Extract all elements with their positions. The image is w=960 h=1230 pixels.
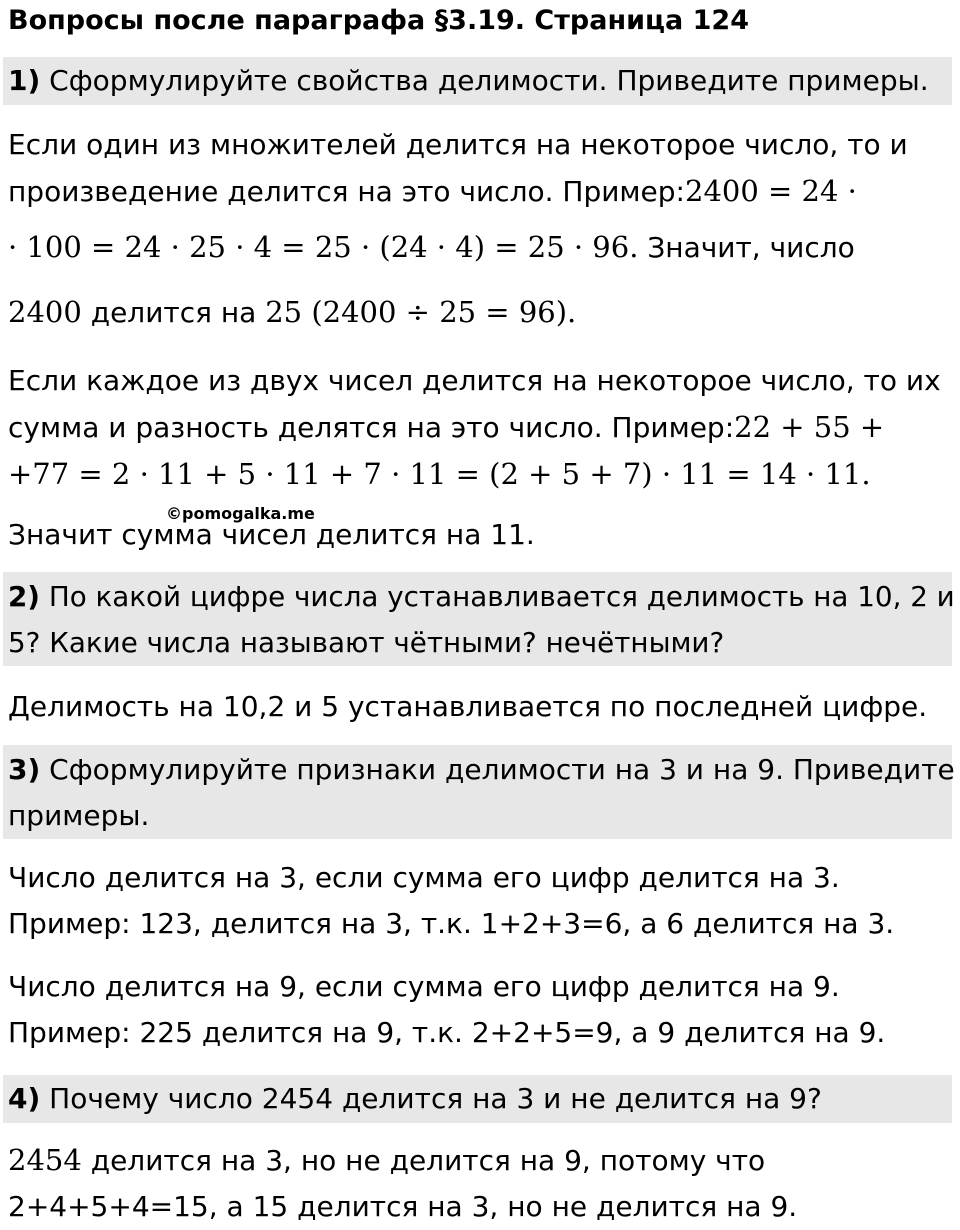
math-expression: 25 (2400 ÷ 25 = 96). (265, 295, 577, 329)
question-1-number: 1) (8, 64, 41, 97)
answer-1-line-1: Если один из множителей делится на некоторое число, то и (8, 128, 908, 161)
answer-3-line-1: Число делится на 3, если сумма его цифр делится на 3. (8, 861, 840, 894)
watermark: ©pomogalka.me (166, 504, 315, 523)
answer-3-paragraph-1 (8, 855, 894, 947)
question-2-text-line-1: По какой цифре числа устанавливается делимость на 10, 2 и (40, 580, 955, 613)
math-expression: 22 + 55 + (734, 410, 885, 444)
question-2-text-line-2: 5? Какие числа называют чётными? нечётными? (8, 626, 725, 659)
question-1 (8, 58, 929, 104)
answer-3-line-2: Пример: 123, делится на 3, т.к. 1+2+3=6, а 6 делится на 3. (8, 907, 895, 940)
answer-1-line-7 (8, 451, 941, 498)
math-expression: 2400 = 24 · (685, 174, 857, 208)
answer-1-line-4: 2400 делится на 25 (2400 ÷ 25 = 96). (8, 295, 577, 329)
question-3-text-line-2: примеры. (8, 799, 150, 832)
answer-3-paragraph-2 (8, 964, 885, 1056)
answer-2-line-1: Делимость на 10,2 и 5 устанавливается по последней цифре. (8, 690, 928, 723)
answer-1-line-6: сумма и разность делятся на это число. Пример:22 + 55 + (8, 410, 885, 444)
question-3-text-line-1: Сформулируйте признаки делимости на 3 и на 9. Приведите (40, 753, 955, 786)
math-expression: +77 = 2 · 11 + 5 · 11 + 7 · 11 = (2 + 5 + 7) · 11 = 14 · 11. (8, 457, 871, 491)
page-title: Вопросы после параграфа §3.19. Страница 124 (8, 5, 750, 36)
math-expression: 2454 (8, 1143, 82, 1177)
question-4 (8, 1076, 822, 1122)
answer-1-line-8: Значит сумма чисел делится на 11. (8, 518, 535, 551)
answer-2-paragraph (8, 684, 927, 730)
question-1-text: Сформулируйте свойства делимости. Приведите примеры. (40, 64, 929, 97)
answer-4-paragraph (8, 1137, 797, 1230)
question-2-number: 2) (8, 580, 40, 613)
math-expression: 2400 (8, 295, 82, 329)
question-2 (8, 574, 955, 666)
answer-1-line-5: Если каждое из двух чисел делится на некоторое число, то их (8, 364, 941, 397)
answer-1-paragraph-1 (8, 122, 908, 345)
answer-1-paragraph-2 (8, 358, 941, 498)
answer-3-line-4: Пример: 225 делится на 9, т.к. 2+2+5=9, а 9 делится на 9. (8, 1016, 886, 1049)
answer-1-paragraph-3 (8, 512, 535, 558)
question-4-number: 4) (8, 1082, 41, 1115)
answer-4-line-1: 2454 делится на 3, но не делится на 9, потому что (8, 1143, 766, 1177)
question-3-number: 3) (8, 753, 41, 786)
math-expression: · 100 = 24 · 25 · 4 = 25 · (24 · 4) = 25 · 96. (8, 230, 639, 264)
answer-1-line-3: · 100 = 24 · 25 · 4 = 25 · (24 · 4) = 25 · 96. Значит, число (8, 230, 855, 264)
answer-1-line-2: произведение делится на это число. Пример:2400 = 24 · (8, 174, 857, 208)
question-3 (8, 747, 955, 839)
answer-4-line-2: 2+4+5+4=15, а 15 делится на 3, но не делится на 9. (8, 1190, 798, 1223)
answer-3-line-3: Число делится на 9, если сумма его цифр делится на 9. (8, 970, 840, 1003)
question-4-text: Почему число 2454 делится на 3 и не делится на 9? (40, 1082, 822, 1115)
